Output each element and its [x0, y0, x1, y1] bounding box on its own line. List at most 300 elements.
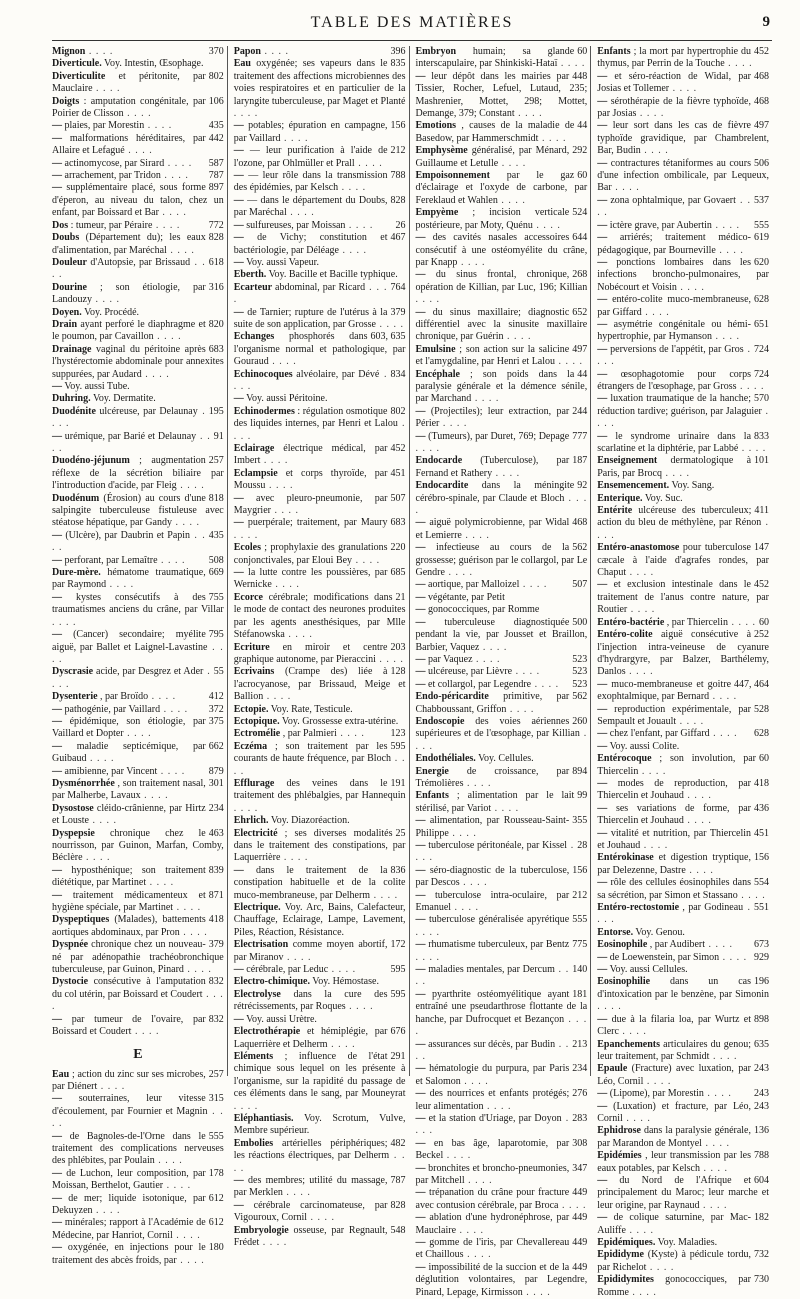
entry-text: des veines dans le traitement des phlébalgies, par Hannequin [233, 777, 406, 802]
entry-heading: — [597, 343, 608, 355]
entry-heading: Ecarteur [233, 281, 273, 293]
entry-heading: — [415, 964, 426, 976]
entry-page-ref: 730 [751, 1274, 769, 1286]
entry-page-ref: 820 [206, 319, 224, 331]
leader-dots: . . . . [719, 951, 748, 963]
leader-dots: . . . . [140, 790, 169, 802]
entry-page-ref: 21 [393, 592, 406, 604]
index-entry [234, 1138, 406, 1175]
entry-page-ref: 562 [569, 691, 587, 703]
index-entry [52, 865, 224, 890]
leader-dots: . . . . [233, 529, 259, 541]
index-entry [52, 976, 224, 1013]
entry-heading: — [415, 666, 426, 678]
entry-heading: — [52, 380, 62, 392]
index-entry [416, 1187, 588, 1212]
entry-text: des membres; utilité du massage, par Merklen [233, 1174, 388, 1199]
entry-heading: — [52, 1013, 62, 1025]
entry-text: tuberculose intra-oculaire, par Emanuel [415, 889, 570, 914]
entry-page-ref: 618 [206, 257, 224, 269]
leader-dots: . . . . [531, 678, 560, 690]
entry-page-ref: 467 [388, 232, 406, 244]
entry-heading: — [52, 430, 62, 442]
leader-dots: . . . . [558, 1199, 587, 1211]
entry-text: (Luxation) et fracture, par Léo, Cornil [597, 1100, 751, 1124]
leader-dots: . . . . [498, 157, 527, 169]
entry-text: cléido-crânienne, par Hirtz et Louste [52, 802, 206, 827]
leader-dots: . . . . [415, 840, 575, 864]
index-entry [416, 939, 588, 964]
index-entry [416, 617, 588, 654]
index-entry [234, 220, 406, 232]
entry-heading: — [415, 678, 426, 690]
entry-text: par tumeur de l'ovaire, par Boissard et Coudert [52, 1013, 206, 1038]
entry-text: comme moyen abortif, par Miranov [233, 939, 388, 963]
leader-dots: . . . . [172, 1229, 201, 1241]
index-entry [234, 704, 406, 716]
entry-text: Voy. Arc, Bains, Calefacteur, Chauffage, Eclairage, Lampe, Lavement, Piles, Réaction, Résistance. [233, 902, 406, 938]
entry-text: , son traitement nasal, par Malherbe, Lavaux [52, 777, 206, 802]
leader-dots: . . . . [738, 443, 767, 454]
leader-dots: . . . . [643, 1075, 672, 1087]
entry-heading: — [52, 1217, 62, 1229]
entry-page-ref: 172 [388, 939, 406, 951]
index-entry [416, 307, 588, 344]
entry-text: pour tuberculose cæcale à l'aide d'agrafes rondes, par Chaput [597, 542, 769, 579]
entry-text: de Bagnoles-de-l'Orne dans le traitement des complications nerveuses des phlébites, par Poulain [52, 1130, 224, 1167]
index-entry [597, 96, 769, 121]
entry-heading: Dysenterie [52, 691, 98, 703]
entry-heading: Electro-chimique. [233, 976, 310, 988]
entry-text: Voy. Scrotum, Vulve, Membre supérieur. [233, 1112, 406, 1137]
entry-heading: — [597, 1088, 608, 1100]
leader-dots: . . . . [491, 802, 520, 814]
entry-text: acide, par Desgrez et Ader [96, 666, 204, 678]
entry-page-ref: 379 [388, 307, 406, 319]
index-entry [234, 1175, 406, 1200]
entry-text: supplémentaire placé, sous forme d'éperon, au niveau du talon, chez un enfant, par Boissard et Bar [52, 182, 224, 219]
index-entry [52, 1193, 224, 1218]
entry-text: ablation d'une hydronéphrose, par Mauclaire [415, 1212, 570, 1236]
entry-heading: Duhring. [52, 393, 91, 405]
entry-page-ref: 528 [751, 704, 769, 716]
index-entry [234, 307, 406, 332]
index-entry [597, 1249, 769, 1274]
entry-text: généralisé, par Ménard, Guillaume et Letulle [415, 145, 570, 169]
entry-heading: Endothéliales. [415, 753, 476, 765]
entry-text: trépanation du crâne pour fracture avec contusion cérébrale, par Broca [415, 1187, 570, 1211]
entry-heading: — [52, 629, 62, 641]
leader-dots: . . . . [123, 108, 152, 120]
entry-page-ref: 396 [388, 46, 406, 58]
leader-dots: . . . . [173, 902, 202, 914]
index-entry [52, 319, 224, 344]
entry-page-ref: 788 [751, 1150, 769, 1162]
index-entry [597, 393, 769, 430]
leader-dots: . . . . [464, 1174, 493, 1186]
index-entry [234, 1051, 406, 1113]
entry-heading: — [597, 827, 608, 839]
entry-text: dans la paralysie générale, par Marandon de Montyel [597, 1125, 751, 1149]
entry-text: , par Broïdo [100, 691, 149, 703]
index-entry [416, 542, 588, 579]
entry-page-ref: 551 [751, 902, 769, 914]
entry-heading: Epanchements [597, 1038, 661, 1050]
entry-text: — dans le département du Doubs, par Maréchal [233, 194, 388, 219]
entry-page-ref: 191 [388, 778, 406, 790]
entry-page-ref: 449 [569, 1262, 587, 1274]
entry-text: (Département du); les eaux d'alimentation, par Maréchal [52, 232, 206, 256]
entry-text: (Crampe des) liée à l'acrocyanose, par Brissaud, Meige et Ballion [233, 666, 406, 703]
index-entry [597, 927, 769, 939]
entry-heading: Dystocie [52, 976, 89, 988]
entry-heading: — [597, 157, 608, 169]
entry-page-ref: 628 [751, 728, 769, 740]
entry-heading: — [415, 988, 426, 1000]
entry-text: dans la cure des rétrécissements, par Roques [233, 988, 388, 1013]
leader-dots: . . . . [283, 951, 312, 963]
index-entry [52, 741, 224, 766]
index-entry [597, 71, 769, 96]
leader-dots: . . . . [415, 964, 570, 988]
leader-dots: . . . . [336, 728, 365, 740]
leader-dots: . . . . [179, 926, 208, 938]
entry-heading: — [233, 1199, 244, 1211]
entry-text: perforant, par Lemaître [64, 554, 158, 566]
index-entry [597, 803, 769, 828]
leader-dots: . . . . [233, 1150, 406, 1174]
entry-page-ref: 292 [569, 145, 587, 157]
entry-text: minérales; rapport à l'Académie de Médecine, par Hanriot, Cornil [52, 1217, 206, 1241]
index-entry [52, 71, 224, 96]
entry-heading: Drain [52, 318, 77, 330]
entry-text: articulaires du genou; leur traitement, par Schmidt [597, 1038, 752, 1062]
leader-dots: . . . . [338, 182, 367, 194]
index-entry [416, 679, 588, 691]
leader-dots: . . . . [52, 529, 206, 554]
entry-heading: Eclampsie [233, 467, 278, 479]
leader-dots: . . . . [597, 1001, 622, 1013]
index-entry [234, 778, 406, 815]
entry-text: et corps thyroïde, par Moussu [233, 467, 388, 492]
entry-text: Voy. aussi Vapeur. [246, 256, 319, 268]
entry-page-ref: 724 [751, 369, 769, 381]
entry-page-ref: 370 [206, 46, 224, 58]
index-entry [416, 269, 588, 306]
entry-page-ref: 213 [569, 1039, 587, 1051]
entry-text: ulcéreuse, par Delaunay [99, 405, 198, 417]
entry-text: malformations héréditaires, par Allaire et Lefagué [52, 132, 206, 157]
leader-dots: . . . . [519, 579, 548, 591]
leader-dots: . . . . [375, 318, 404, 330]
entry-text: par le gaz d'éclairage et l'oxyde de carbone, par Fereklaud et Wahlen [415, 170, 588, 206]
entry-heading: Ecriture [233, 641, 270, 653]
leader-dots: . . . . [497, 194, 526, 206]
index-entry [52, 182, 224, 219]
index-entry [597, 158, 769, 195]
index-entry [234, 443, 406, 468]
index-entry [234, 964, 406, 976]
index-entry [234, 815, 406, 827]
leader-dots: . . . . [415, 443, 440, 454]
entry-page-ref: 243 [751, 1101, 769, 1113]
entry-text: rôle des cellules éosinophiles dans sa sécrétion, par Simon et Stassano [597, 877, 751, 901]
index-entry [234, 865, 406, 902]
entry-heading: — [597, 70, 608, 82]
entry-page-ref: 355 [569, 815, 587, 827]
entry-text: dans un cas d'intoxication par le benzène, par Simonin [597, 976, 769, 1000]
entry-page-ref: 468 [751, 96, 769, 108]
index-entry [52, 1131, 224, 1168]
entry-page-ref: 44 [574, 120, 587, 132]
entry-text: hématologie du purpura, par Paris et Salomon [415, 1063, 570, 1087]
entry-heading: — [233, 492, 244, 504]
leader-dots: . . . . [448, 827, 477, 839]
entry-text: dans la méningite cérébro-spinale, par Claude et Bloch [415, 480, 575, 504]
entry-page-ref: 435 [206, 530, 224, 542]
index-entry [52, 939, 224, 976]
entry-heading: Empoisonnement [415, 170, 490, 182]
entry-heading: — [415, 430, 426, 442]
entry-page-ref: 55 [211, 666, 224, 678]
entry-heading: Endocardite [415, 480, 469, 492]
entry-heading: Dyscrasie [52, 666, 94, 678]
entry-heading: — [233, 567, 244, 579]
leader-dots: . . . . [153, 331, 182, 343]
entry-text: bronchites et broncho-pneumonies, par Mitchell [415, 1162, 570, 1186]
index-column-4 [597, 46, 772, 1298]
entry-heading: — [52, 740, 62, 752]
index-entry [234, 331, 406, 368]
entry-text: Voy. Bacille et Bacille typhique. [268, 269, 398, 281]
entry-page-ref: 832 [206, 976, 224, 988]
leader-dots: . . . . [506, 703, 535, 715]
leader-dots: . . . . [451, 902, 480, 914]
leader-dots: . . . . [727, 616, 756, 628]
index-column-3 [415, 46, 592, 1298]
leader-dots: . . . . [375, 653, 404, 665]
leader-dots: . . . . [461, 529, 490, 541]
entry-page-ref: 234 [569, 1063, 587, 1075]
entry-page-ref: 128 [388, 666, 406, 678]
leader-dots: . . . . [268, 356, 297, 368]
index-entry [52, 666, 224, 691]
entry-heading: — [597, 951, 608, 963]
entry-page-ref: 897 [206, 182, 224, 194]
leader-dots: . . . . [260, 455, 289, 467]
entry-text: contractures tétaniformes au cours d'une infection ombilicale, par Lequeux, Bar [597, 157, 769, 194]
index-entry [597, 976, 769, 1013]
entry-text: , par Audibert [649, 939, 706, 951]
leader-dots: . . . . [538, 132, 567, 144]
leader-dots: . . . . [123, 728, 152, 740]
leader-dots: . . . . [622, 1112, 651, 1124]
entry-text: impossibilité de la succion et de la déglutition volontaires, par Legendre, Pinard, Lepage, Kirmisson [415, 1261, 588, 1298]
index-entry [234, 46, 406, 58]
entry-text: puerpérale; traitement, par Maury [247, 517, 388, 529]
index-entry [52, 455, 224, 492]
entry-heading: — [233, 517, 244, 529]
index-entry [416, 716, 588, 753]
entry-heading: Duodénite [52, 405, 96, 417]
index-entry [416, 1138, 588, 1163]
leader-dots: . . . . [131, 1026, 160, 1038]
entry-page-ref: 244 [569, 406, 587, 418]
index-entry [52, 96, 224, 121]
index-entry [597, 344, 769, 369]
leader-dots: . . . . [146, 877, 175, 889]
entry-heading: — [597, 393, 608, 405]
index-entry [416, 691, 588, 716]
leader-dots: . . . . [160, 170, 189, 182]
entry-text: ponctions lombaires dans les infections broncho-pulmonaires, par Nobécourt et Voisin [597, 256, 769, 293]
entry-page-ref: 101 [751, 455, 769, 467]
index-entry [597, 778, 769, 803]
entry-page-ref: 635 [751, 1039, 769, 1051]
entry-heading: Diverticule. [52, 58, 102, 70]
entry-heading: Electrique. [233, 902, 281, 914]
entry-heading: — [597, 1100, 608, 1112]
index-entry [52, 914, 224, 939]
entry-page-ref: 506 [751, 158, 769, 170]
leader-dots: . . . . [522, 1286, 551, 1298]
entry-text: du sinus frontal, chronique, opération de Killian, par Luc, 196; Killian [415, 269, 588, 293]
index-entry [416, 1237, 588, 1262]
entry-page-ref: 91 [211, 431, 224, 443]
entry-page-ref: 839 [206, 865, 224, 877]
leader-dots: . . . . [124, 145, 153, 157]
entry-text: tuberculose généralisée apyrétique [429, 914, 570, 926]
entry-text: sulfureuses, par Moissan [246, 219, 346, 231]
entry-heading: Echinodermes [233, 405, 295, 417]
entry-text: ; influence de l'état chimique sous lequel on les présente à l'organisme, sur la rapidité du passage de ces éléments dans le sang, par Mouneyrat [233, 1050, 406, 1100]
leader-dots: . . . . [52, 988, 224, 1013]
entry-page-ref: 644 [569, 232, 587, 244]
index-entry [52, 220, 224, 232]
leader-dots: . . . . [597, 194, 752, 219]
entry-heading: — [597, 194, 608, 206]
entry-page-ref: 156 [569, 865, 587, 877]
leader-dots: . . . . [370, 889, 399, 901]
leader-dots: . . . . [463, 1249, 492, 1261]
entry-heading: — [415, 840, 426, 851]
entry-heading: — [52, 132, 62, 144]
leader-dots: . . . . [345, 219, 374, 231]
index-entry [597, 741, 769, 753]
entry-heading: — [415, 889, 426, 901]
entry-text: ; son action sur la salicine et l'amygdaline, par Henri et Lalou [415, 343, 570, 368]
index-entry [416, 431, 588, 456]
entry-text: électrique médical, par Imbert [233, 443, 388, 467]
index-entry [52, 493, 224, 530]
entry-text: actinomycose, par Sirard [64, 157, 165, 169]
entry-heading: Entéro-anastomose [597, 542, 680, 554]
index-entry [416, 480, 588, 517]
index-entry [416, 753, 588, 765]
entry-page-ref: 436 [751, 803, 769, 815]
entry-text: séro-diagnostic de la tuberculose, par Descos [415, 864, 570, 889]
entry-heading: — [52, 120, 62, 132]
index-entry [597, 1014, 769, 1039]
entry-page-ref: 683 [206, 344, 224, 356]
index-entry [234, 902, 406, 939]
entry-page-ref: 182 [751, 1212, 769, 1224]
entry-text: et péritonite, par Mauclaire [52, 70, 206, 95]
index-entry [597, 1125, 769, 1150]
entry-page-ref: 123 [388, 728, 406, 740]
entry-heading: — [597, 95, 608, 107]
index-entry [52, 133, 224, 158]
entry-page-ref: 316 [206, 282, 224, 294]
entry-text: (Projectiles); leur extraction, par Périer [415, 405, 570, 430]
entry-heading: — [52, 1093, 62, 1105]
entry-heading: — [415, 939, 426, 951]
entry-text: dans le traitement de la constipation habituelle et de la colite muco-membraneuse, par Delherm [233, 864, 406, 901]
leader-dots: . . . . [152, 219, 181, 231]
entry-page-ref: 276 [569, 1088, 587, 1100]
leader-dots: . . . . [415, 926, 440, 938]
entry-text: osseuse, par Regnault, Frédet [233, 1224, 388, 1248]
entry-heading: Epididyme [597, 1249, 644, 1261]
entry-page-ref: 802 [206, 71, 224, 83]
entry-text: assurances sur décès, par Budin [428, 1038, 556, 1050]
index-entry [597, 1039, 769, 1064]
index-entry [416, 517, 588, 542]
entry-page-ref: 60 [574, 170, 587, 182]
entry-page-ref: 497 [751, 120, 769, 132]
index-entry [416, 1063, 588, 1088]
entry-page-ref: 555 [569, 914, 587, 926]
index-entry [234, 232, 406, 257]
index-entry [52, 592, 224, 629]
entry-text: ; action du zinc sur ses microbes, par Diénert [52, 1068, 206, 1092]
entry-heading: Diverticulite [52, 70, 106, 82]
leader-dots: . . . . [282, 1187, 311, 1199]
entry-text: ; ses diverses modalités dans le traitement des constipations, par Laquerrière [233, 827, 406, 864]
entry-heading: — [415, 542, 426, 554]
entry-text: ; incision verticale postérieure, par Moty, Quénu [415, 207, 570, 231]
index-entry [597, 369, 769, 394]
index-entry [416, 46, 588, 71]
entry-page-ref: 448 [569, 71, 587, 83]
entry-page-ref: 195 [206, 406, 224, 418]
leader-dots: . . . . [148, 691, 177, 703]
entry-page-ref: 832 [206, 1014, 224, 1026]
index-entry [597, 493, 769, 505]
entry-page-ref: 463 [206, 828, 224, 840]
entry-heading: Ecrivains [233, 666, 275, 678]
entry-heading: Electrothérapie [233, 1026, 301, 1038]
entry-heading: Encéphale [415, 368, 460, 380]
entry-heading: — [597, 1013, 608, 1025]
entry-text: , par Palmieri [282, 728, 337, 740]
leader-dots: . . . . [555, 356, 584, 368]
leader-dots: . . . . [284, 629, 313, 641]
entry-heading: — [233, 145, 244, 157]
index-entry [234, 828, 406, 865]
leader-dots: . . . . [661, 467, 690, 479]
index-entry [416, 1088, 588, 1113]
index-entry [234, 939, 406, 964]
entry-text: Voy. aussi Péritoine. [246, 393, 328, 405]
entry-heading: Doigts [52, 95, 80, 107]
entry-page-ref: 662 [206, 741, 224, 753]
entry-page-ref: 212 [569, 890, 587, 902]
entry-text: ; son poids dans la paralysie générale et la démence sénile, par Marchand [415, 368, 588, 405]
index-entry [234, 493, 406, 518]
entry-heading: Efflurage [233, 777, 275, 789]
entry-text: — leur rôle dans la transmission des épidémies, par Kelsch [233, 170, 388, 194]
